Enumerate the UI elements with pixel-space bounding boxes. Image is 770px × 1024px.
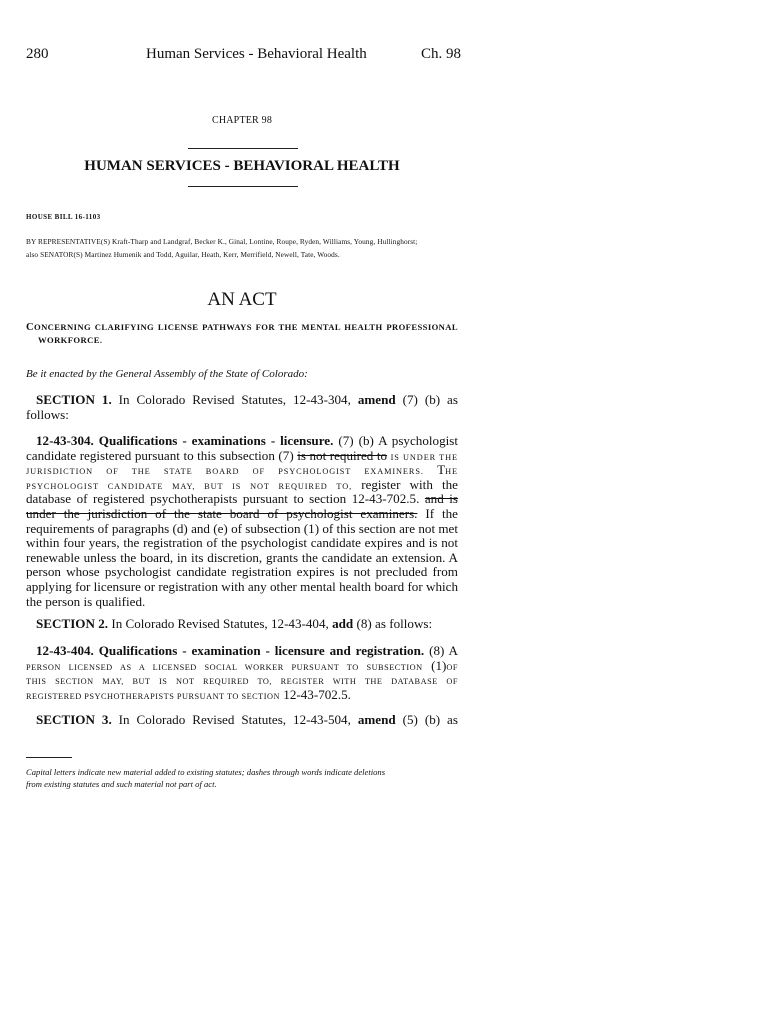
- sponsors-senators: also SENATOR(S) Martinez Humenik and Todd, Aguilar, Heath, Kerr, Merrifield, Newell, Tate, Woods.: [26, 250, 340, 259]
- section-2-verb: add: [332, 616, 354, 631]
- concerning-initial: C: [26, 322, 34, 333]
- statute-heading-304: 12-43-304. Qualifications - examinations - licensure.: [36, 433, 334, 448]
- main-title: HUMAN SERVICES - BEHAVIORAL HEALTH: [84, 158, 400, 174]
- page-number: 280: [26, 46, 49, 62]
- title-rule-top: [188, 148, 298, 149]
- section-1-label: SECTION 1.: [36, 392, 112, 407]
- section-2-intro: SECTION 2. In Colorado Revised Statutes, 12-43-404, add (8) as follows:: [36, 616, 433, 631]
- section-3-verb: amend: [357, 712, 396, 727]
- statute-heading-404: 12-43-404. Qualifications - examination - licensure and registration.: [36, 643, 425, 658]
- section-2-body: 12-43-404. Qualifications - examination - licensure and registration. (8) A PERSON LICENSED AS A LICENSED SOCIAL WORKER PURSUANT TO SUBSECTION (1)OF THIS SECTION MAY, BUT IS NOT REQUIRED TO, REGISTER WITH THE DATABASE OF REGISTERED PSYCHOTHERAPISTS PURSUANT TO SECTION 12-43-702.5.: [26, 643, 458, 702]
- title-rule-bottom: [188, 186, 298, 187]
- chapter-label: CHAPTER 98: [211, 115, 273, 126]
- running-title: Human Services - Behavioral Health: [146, 46, 367, 62]
- deleted-text: under the jurisdiction of the state board of psychologist examiners.: [26, 505, 418, 521]
- deleted-text: and is: [424, 491, 458, 507]
- deleted-text: is not required to: [297, 447, 388, 463]
- bill-number: HOUSE BILL 16-1103: [26, 213, 101, 221]
- enacting-clause: Be it enacted by the General Assembly of the State of Colorado:: [26, 368, 308, 380]
- footnote-line-2: from existing statutes and such material not part of act.: [26, 779, 217, 789]
- sponsors-representatives: BY REPRESENTATIVE(S) Kraft-Tharp and Landgraf, Becker K., Ginal, Lontine, Roupe, Ryden, Williams, Young, Hullinghorst;: [26, 237, 418, 246]
- footnote-rule: [26, 757, 72, 758]
- footnote-line-1: Capital letters indicate new material added to existing statutes; dashes through words indicate deletions: [26, 767, 386, 777]
- section-1-verb: amend: [357, 392, 396, 407]
- footnote: [26, 766, 466, 790]
- chapter-short: Ch. 98: [421, 46, 462, 62]
- added-text: IS UNDER THE: [390, 452, 458, 462]
- concerning-line-2: WORKFORCE.: [38, 335, 103, 345]
- section-1-body: 12-43-304. Qualifications - examinations - licensure. (7) (b) A psychologist candidate registered pursuant to this subsection (7) is not required to IS UNDER THE JURISDICTION OF THE STATE BOARD OF PSYCHOLOGIST EXAMINERS. THE PSYCHOLOGIST CANDIDATE MAY, BUT IS NOT REQUIRED TO, register with the database of registered psychotherapists pursuant to section 12-43-702.5. and is under the jurisdiction of the state board of psychologist examiners. If the requirements of paragraphs (d) and (e) of subsection (1) of this section are not met within four years, the registration of the psychologist candidate expires and is not renewable unless the board, in its discretion, grants the candidate an extension. A person whose psychologist candidate registration expires is not precluded from applying for licensure or registration with any other mental health board for which the person is qualified.: [26, 433, 458, 609]
- concerning-line-1: ONCERNING CLARIFYING LICENSE PATHWAYS FOR THE MENTAL HEALTH PROFESSIONAL: [33, 322, 458, 332]
- section-1-intro: SECTION 1. In Colorado Revised Statutes, 12-43-304, amend (7) (b) as follows:: [26, 392, 458, 422]
- act-title: AN ACT: [207, 289, 277, 310]
- section-3-label: SECTION 3.: [36, 712, 112, 727]
- section-2-label: SECTION 2.: [36, 616, 109, 631]
- section-3-intro: SECTION 3. In Colorado Revised Statutes, 12-43-504, amend (5) (b) as: [36, 712, 458, 727]
- concerning-clause: [26, 321, 458, 346]
